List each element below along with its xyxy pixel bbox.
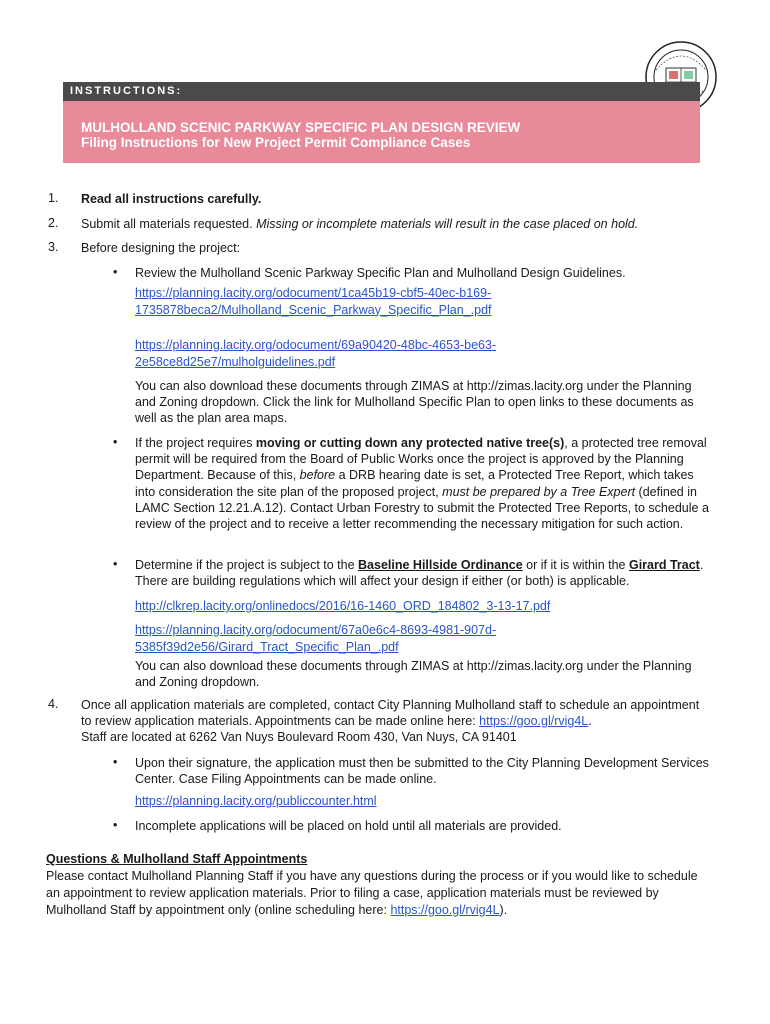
link-line: https://planning.lacity.org/odocument/1ca45b19-cbf5-40ec-b169- — [135, 286, 492, 300]
text-run: , a protected tree removal permit will be required from the Board of Public Works once the project is approved by the Planning Department. Because of this, — [135, 436, 707, 483]
questions-text — [46, 868, 706, 919]
specific-plan-link[interactable] — [135, 285, 655, 318]
step-4-bullet-2-text: Incomplete applications will be placed on hold until all materials are provided. — [135, 819, 562, 833]
step-number: 1. — [48, 191, 59, 205]
bullet: • — [113, 755, 118, 769]
text-run: ). — [499, 903, 508, 917]
bullet: • — [113, 265, 118, 279]
step-2-italic: Missing or incomplete materials will result in the case placed on hold. — [256, 217, 639, 231]
text-run: Please contact Mulholland Planning Staff if you have any questions during the process or if you would like to schedule an appointment to review application materials. Prior to filing a case, application materials must be reviewed by Mulholland Staff by appointment only (online scheduling here: — [46, 869, 698, 917]
public-counter-link[interactable]: https://planning.lacity.org/publiccounter.html — [135, 794, 377, 808]
link-line: https://planning.lacity.org/odocument/67a0e6c4-8693-4981-907d- — [135, 623, 497, 637]
text-run: . There are building regulations which will affect your design if either (or both) is applicable. — [135, 558, 704, 589]
step-number: 2. — [48, 216, 59, 230]
text-run-italic: before — [299, 468, 336, 483]
document-title: MULHOLLAND SCENIC PARKWAY SPECIFIC PLAN DESIGN REVIEW — [81, 120, 521, 135]
text-run: or if it is within the — [522, 558, 629, 572]
link-line: https://planning.lacity.org/odocument/69a90420-48bc-4653-be63- — [135, 338, 497, 352]
step-1-text: Read all instructions carefully. — [81, 192, 262, 206]
bullet: • — [113, 435, 118, 449]
text-run: Determine if the project is subject to the — [135, 558, 359, 572]
link-line: 1735878beca2/Mulholland_Scenic_Parkway_Specific_Plan_.pdf — [135, 302, 492, 317]
instructions-label: INSTRUCTIONS: — [63, 82, 700, 101]
step-3-bullet-1-text: Review the Mulholland Scenic Parkway Specific Plan and Mulholland Design Guidelines. — [135, 266, 626, 280]
design-guidelines-link[interactable] — [135, 337, 655, 370]
text-run-bold: moving or cutting down any protected native tree(s) — [255, 436, 565, 450]
appointment-link[interactable]: https://goo.gl/rvig4L — [479, 714, 589, 728]
text-run: Once all application materials are completed, contact City Planning Mulholland staff to schedule an appointment to review application materials. Appointments can be made online here: — [81, 698, 700, 728]
title-band — [63, 101, 700, 163]
text-run: If the project requires — [135, 436, 256, 450]
step-4-text — [81, 697, 706, 745]
step-number: 3. — [48, 240, 59, 254]
link-line: 2e58ce8d25e7/mulholguidelines.pdf — [135, 354, 336, 369]
girard-tract: Girard Tract — [628, 558, 700, 572]
step-3-bullet-3-text — [135, 557, 715, 589]
step-3-text: Before designing the project: — [81, 241, 241, 255]
zimas-note-2: You can also download these documents through ZIMAS at http://zimas.lacity.org under the Planning and Zoning dropdown. — [135, 659, 692, 690]
step-2-text — [81, 216, 711, 232]
footer-appointment-link[interactable]: https://goo.gl/rvig4L — [390, 903, 500, 917]
link-line: 5385f39d2e56/Girard_Tract_Specific_Plan_.pdf — [135, 639, 399, 654]
baseline-hillside-ordinance: Baseline Hillside Ordinance — [358, 558, 523, 572]
text-run-italic: must be prepared by a Tree Expert — [442, 484, 636, 499]
step-3-bullet-2-text — [135, 435, 715, 532]
bullet: • — [113, 818, 118, 832]
staff-address: Staff are located at 6262 Van Nuys Boulevard Room 430, Van Nuys, CA 91401 — [81, 730, 517, 744]
step-4-bullet-1-text: Upon their signature, the application must then be submitted to the City Planning Development Services Center. Case Filing Appointments can be made online. — [135, 756, 709, 787]
document-subtitle: Filing Instructions for New Project Permit Compliance Cases — [81, 135, 471, 150]
text-run: a DRB hearing date is set, a Protected Tree Report, which takes into consideration the site plan of the proposed project, — [135, 468, 694, 499]
step-2-plain: Submit all materials requested. — [81, 217, 257, 231]
step-number: 4. — [48, 697, 59, 711]
questions-heading: Questions & Mulholland Staff Appointments — [46, 852, 308, 866]
zimas-note: You can also download these documents through ZIMAS at http://zimas.lacity.org under the Planning and Zoning dropdown. Click the link for Mulholland Specific Plan to open links to these documents as well as the plan area maps. — [135, 379, 694, 426]
bullet: • — [113, 557, 118, 571]
girard-tract-link[interactable] — [135, 622, 655, 655]
text-run: . — [588, 714, 592, 728]
text-run: (defined in LAMC Section 12.21.A.12). Contact Urban Forestry to submit the Protected Tree Reports, to schedule a review of the project and to receive a letter recommending the necessary mitigation for such action. — [135, 484, 709, 532]
hillside-ordinance-link[interactable]: http://clkrep.lacity.org/onlinedocs/2016/16-1460_ORD_184802_3-13-17.pdf — [135, 599, 551, 613]
